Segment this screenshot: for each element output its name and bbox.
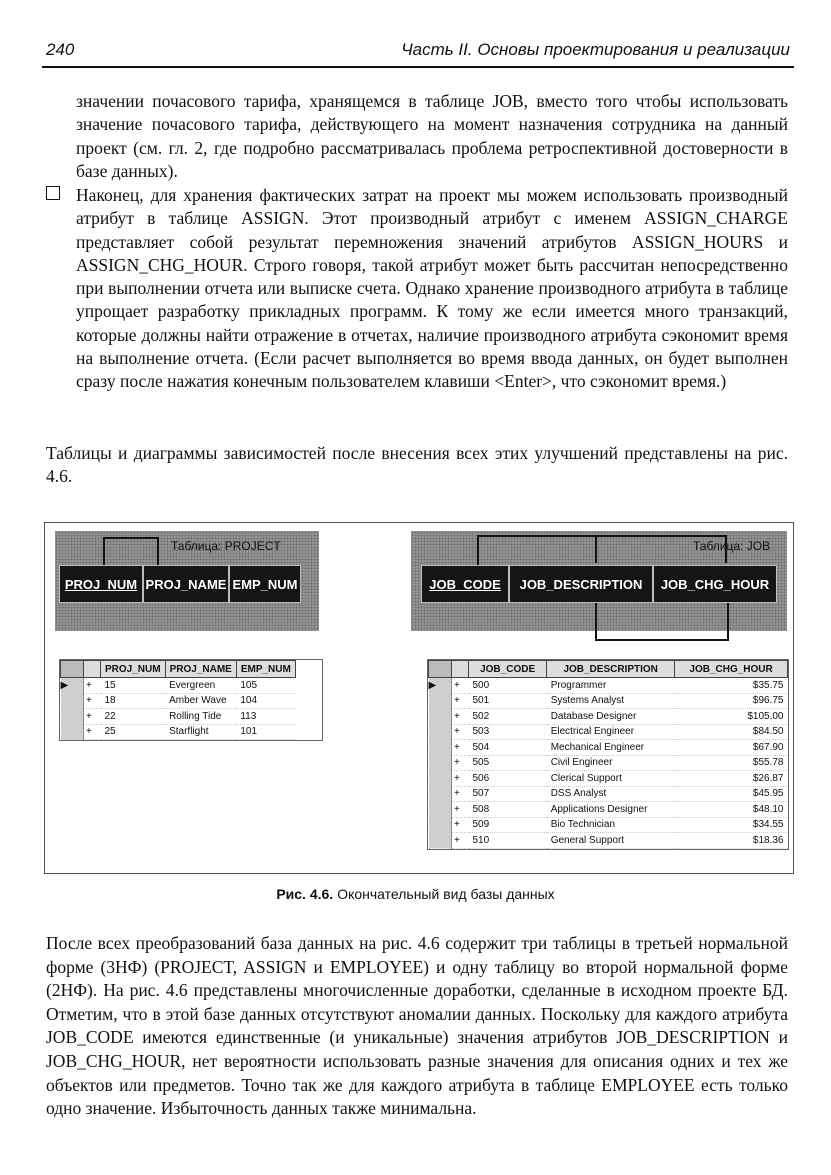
paragraph-4: После всех преобразований база данных на рис. 4.6 содержит три таблицы в третьей нормальной форме (3НФ) (PROJECT, ASSIGN и EMPLOYEE) и одну таблицу во второй нормальной форме (2НФ). На рис. 4.6 представлены многочисленные доработки, сделанные в исходном проекте БД. Отметим, что в этой базе данных отсутствуют аномалии данных. Поскольку для каждого атрибута JOB_CODE имеются единственные (и уникальные) значения атрибутов JOB_DESCRIPTION и JOB_CHG_HOUR, нет вероятности использовать разные значения для описания одних и тех же объектов или предметов. Точно так же для каждого атрибута в таблице EMPLOYEE есть только одно значение. Избыточность данных также минимальна.	[46, 933, 788, 1119]
project-table-label: Таблица: PROJECT	[171, 539, 281, 553]
paragraph-3: Таблицы и диаграммы зависимостей после внесения всех этих улучшений представлены на рис. 4.6.	[46, 443, 788, 487]
job-table-label: Таблица: JOB	[693, 539, 771, 553]
dep-job-chg-hour: JOB_CHG_HOUR	[653, 565, 777, 603]
paragraph-1: значении почасового тарифа, хранящемся в таблице JOB, вместо того чтобы использовать значение почасового тарифа, действующего на момент назначения сотрудника на данный проект (см. гл. 2, где подробно рассматривалась проблема ретроспективной достоверности в базе данных).	[76, 91, 788, 181]
col-job-chg-hour: JOB_CHG_HOUR	[675, 661, 788, 678]
row-selector-icon[interactable]: ▶	[61, 678, 84, 694]
running-title: Часть II. Основы проектирования и реализации	[401, 40, 790, 59]
table-row[interactable]: + 505 Civil Engineer $55.78	[429, 755, 788, 771]
col-emp-num: EMP_NUM	[236, 661, 295, 678]
table-row[interactable]: + 18 Amber Wave 104	[61, 693, 296, 709]
figure-caption-text: Окончательный вид базы данных	[337, 886, 555, 902]
table-row[interactable]: + 507 DSS Analyst $45.95	[429, 786, 788, 802]
table-row[interactable]: ▶ + 500 Programmer $35.75	[429, 678, 788, 694]
job-dep-header	[421, 565, 777, 603]
table-row[interactable]: + 506 Clerical Support $26.87	[429, 771, 788, 787]
table-row[interactable]: + 510 General Support $18.36	[429, 833, 788, 849]
figure-caption	[0, 886, 831, 902]
table-row[interactable]: + 503 Electrical Engineer $84.50	[429, 724, 788, 740]
dep-job-description: JOB_DESCRIPTION	[509, 565, 653, 603]
page-header	[42, 38, 794, 68]
dep-job-code: JOB_CODE	[421, 565, 509, 603]
table-row[interactable]: + 509 Bio Technician $34.55	[429, 817, 788, 833]
row-selector-icon[interactable]: ▶	[429, 678, 452, 694]
col-job-description: JOB_DESCRIPTION	[547, 661, 675, 678]
col-proj-name: PROJ_NAME	[165, 661, 236, 678]
paragraph-2: Наконец, для хранения фактических затрат на проект мы можем использовать производный атрибут в таблице ASSIGN. Этот производный атрибут с именем ASSIGN_CHARGE представляет собой результат перемножения значений атрибутов ASSIGN_HOURS и ASSIGN_CHG_HOUR. Строго говоря, такой атрибут может быть рассчитан непосредственно при выполнении отчета или выписке счета. Однако хранение производного атрибута в таблице упрощает разработку прикладных программ. К тому же если имеется много транзакций, которые должны найти отражение в отчетах, наличие производного атрибута сэкономит время на выполнение отчета. (Если расчет выполняется во время ввода данных, он будет выполнен сразу после нажатия конечным пользователем клавиши <Enter>, что сэкономит время.)	[76, 185, 788, 392]
table-row[interactable]: + 502 Database Designer $105.00	[429, 709, 788, 725]
table-row[interactable]: ▶ + 15 Evergreen 105	[61, 678, 296, 694]
table-row[interactable]: + 501 Systems Analyst $96.75	[429, 693, 788, 709]
table-row[interactable]: + 508 Applications Designer $48.10	[429, 802, 788, 818]
col-job-code: JOB_CODE	[469, 661, 547, 678]
table-row[interactable]: + 25 Starflight 101	[61, 724, 296, 740]
table-row[interactable]: + 22 Rolling Tide 113	[61, 709, 296, 725]
table-row[interactable]: + 504 Mechanical Engineer $67.90	[429, 740, 788, 756]
job-table	[427, 659, 789, 850]
project-table	[59, 659, 323, 741]
dep-proj-name: PROJ_NAME	[143, 565, 229, 603]
project-dep-header	[59, 565, 301, 603]
col-proj-num: PROJ_NUM	[101, 661, 166, 678]
dep-emp-num: EMP_NUM	[229, 565, 301, 603]
page-number: 240	[46, 40, 75, 59]
dep-proj-num: PROJ_NUM	[59, 565, 143, 603]
figure-caption-number: Рис. 4.6.	[276, 886, 334, 902]
figure-4-6	[44, 522, 794, 874]
checkbox-bullet-icon	[46, 186, 60, 200]
